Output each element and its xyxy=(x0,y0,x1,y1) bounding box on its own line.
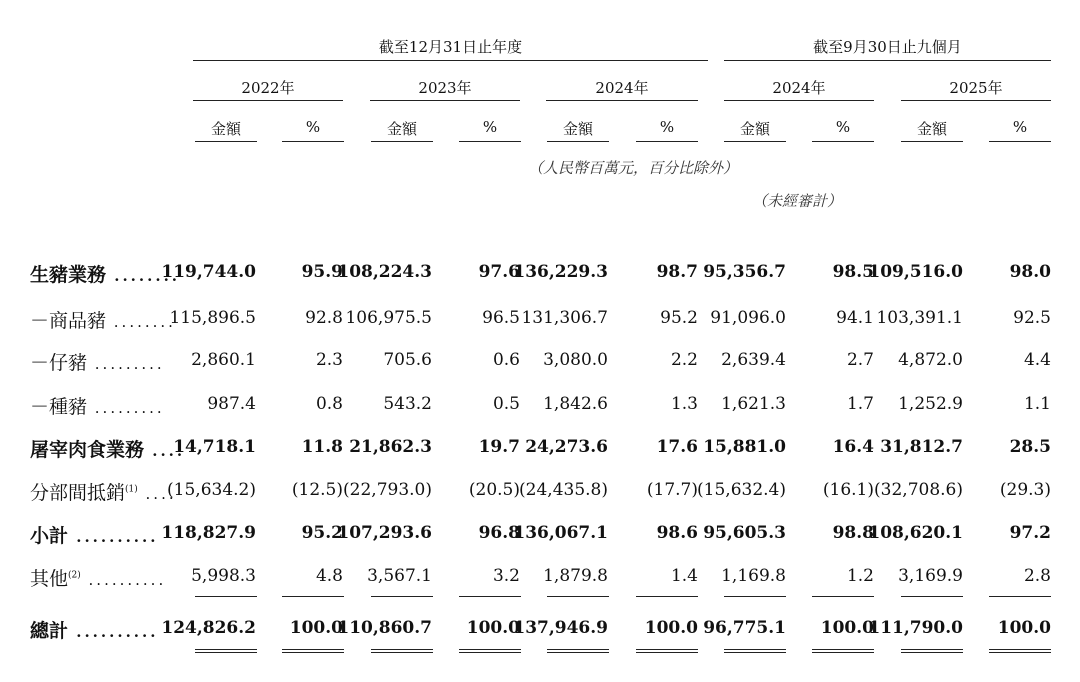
cell-percent: 92.5 xyxy=(1013,308,1051,328)
cell-amount: 5,998.3 xyxy=(191,566,256,586)
total-double-rule xyxy=(195,649,257,653)
cell-amount: (15,632.4) xyxy=(697,480,786,500)
cell-amount: 24,273.6 xyxy=(525,437,608,457)
subtotal-rule xyxy=(459,596,521,597)
cell-percent: (29.3) xyxy=(999,480,1051,500)
cell-amount: 107,293.6 xyxy=(337,523,432,543)
total-double-rule xyxy=(371,649,433,653)
leader-dots: ........ xyxy=(106,313,176,331)
cell-percent: 1.4 xyxy=(670,566,698,586)
cell-percent: 97.2 xyxy=(1009,523,1051,543)
row-label-text: 分部間抵銷 xyxy=(30,482,126,504)
cell-amount: 3,080.0 xyxy=(543,350,608,370)
col-amount: 金額 xyxy=(739,120,770,138)
cell-percent: 0.8 xyxy=(315,394,343,414)
year-rule xyxy=(546,100,698,101)
total-double-rule xyxy=(724,649,786,653)
row-label xyxy=(30,616,158,643)
cell-amount: 95,356.7 xyxy=(703,262,786,282)
cell-percent: 100.0 xyxy=(820,618,874,638)
col-amount: 金額 xyxy=(386,120,417,138)
total-double-rule xyxy=(636,649,698,653)
cell-percent: 1.2 xyxy=(846,566,874,586)
cell-percent: 95.2 xyxy=(660,308,698,328)
col-rule xyxy=(282,141,344,142)
cell-percent: 97.6 xyxy=(478,262,520,282)
leader-dots: ......... xyxy=(87,399,165,417)
col-percent: % xyxy=(1012,118,1028,136)
footnote-ref: (1) xyxy=(125,484,138,495)
cell-amount: 1,842.6 xyxy=(543,394,608,414)
row-label xyxy=(30,521,158,548)
cell-amount: 136,067.1 xyxy=(513,523,608,543)
year-rule xyxy=(370,100,520,101)
year-2022: 2022年 xyxy=(241,79,295,97)
col-rule xyxy=(195,141,257,142)
cell-percent: 98.0 xyxy=(1009,262,1051,282)
header-nine-months-rule xyxy=(724,60,1051,61)
cell-amount: 15,881.0 xyxy=(703,437,786,457)
total-double-rule xyxy=(989,649,1051,653)
cell-amount: 110,860.7 xyxy=(337,618,432,638)
cell-amount: 106,975.5 xyxy=(345,308,432,328)
cell-amount: 705.6 xyxy=(383,350,432,370)
cell-amount: 115,896.5 xyxy=(169,308,256,328)
cell-amount: 124,826.2 xyxy=(161,618,256,638)
cell-amount: 987.4 xyxy=(207,394,256,414)
cell-percent: 98.7 xyxy=(656,262,698,282)
cell-percent: 1.1 xyxy=(1023,394,1051,414)
cell-percent: 100.0 xyxy=(466,618,520,638)
cell-percent: 92.8 xyxy=(305,308,343,328)
subtotal-rule xyxy=(371,596,433,597)
cell-percent: 0.5 xyxy=(492,394,520,414)
cell-percent: 11.8 xyxy=(301,437,343,457)
cell-amount: 31,812.7 xyxy=(880,437,963,457)
leader-dots: ......... xyxy=(87,355,165,373)
cell-percent: 0.6 xyxy=(492,350,520,370)
cell-amount: 111,790.0 xyxy=(868,618,963,638)
subtotal-rule xyxy=(282,596,344,597)
row-label-text: 生豬業務 xyxy=(30,264,107,286)
cell-percent: 2.3 xyxy=(315,350,343,370)
cell-percent: 2.8 xyxy=(1023,566,1051,586)
cell-amount: 109,516.0 xyxy=(868,262,963,282)
col-percent: % xyxy=(305,118,321,136)
cell-amount: 1,252.9 xyxy=(898,394,963,414)
cell-amount: 108,224.3 xyxy=(337,262,432,282)
year-rule xyxy=(901,100,1051,101)
cell-amount: 21,862.3 xyxy=(349,437,432,457)
cell-amount: 108,620.1 xyxy=(868,523,963,543)
col-rule xyxy=(636,141,698,142)
cell-percent: 94.1 xyxy=(836,308,874,328)
subtotal-rule xyxy=(547,596,609,597)
cell-percent: 2.7 xyxy=(846,350,874,370)
row-label-text: －商品豬 xyxy=(30,310,107,332)
cell-percent: 4.4 xyxy=(1023,350,1051,370)
subtotal-rule xyxy=(195,596,257,597)
cell-amount: (24,435.8) xyxy=(519,480,608,500)
cell-amount: 95,605.3 xyxy=(703,523,786,543)
cell-amount: 96,775.1 xyxy=(703,618,786,638)
cell-percent: 1.3 xyxy=(670,394,698,414)
cell-percent: (20.5) xyxy=(468,480,520,500)
row-label xyxy=(30,392,165,419)
total-double-rule xyxy=(459,649,521,653)
leader-dots: .... xyxy=(137,485,177,503)
col-rule xyxy=(724,141,786,142)
cell-percent: 28.5 xyxy=(1009,437,1051,457)
cell-percent: (12.5) xyxy=(291,480,343,500)
year-rule xyxy=(724,100,874,101)
cell-percent: 98.5 xyxy=(832,262,874,282)
total-double-rule xyxy=(282,649,344,653)
row-label-text: 其他 xyxy=(30,568,69,590)
leader-dots: .......... xyxy=(68,528,159,546)
cell-amount: 137,946.9 xyxy=(513,618,608,638)
col-amount: 金額 xyxy=(210,120,241,138)
subtotal-rule xyxy=(989,596,1051,597)
cell-amount: 103,391.1 xyxy=(876,308,963,328)
cell-amount: 2,860.1 xyxy=(191,350,256,370)
cell-percent: 100.0 xyxy=(289,618,343,638)
col-rule xyxy=(989,141,1051,142)
cell-amount: 543.2 xyxy=(383,394,432,414)
leader-dots: ........ xyxy=(106,267,181,285)
header-annual: 截至12月31日止年度 xyxy=(378,38,523,56)
year-2023: 2023年 xyxy=(418,79,472,97)
year-2025-9m: 2025年 xyxy=(949,79,1003,97)
total-double-rule xyxy=(901,649,963,653)
row-label-text: 屠宰肉食業務 xyxy=(30,439,145,461)
cell-percent: 3.2 xyxy=(492,566,520,586)
cell-amount: 131,306.7 xyxy=(521,308,608,328)
cell-amount: 3,567.1 xyxy=(367,566,432,586)
subtotal-rule xyxy=(901,596,963,597)
cell-percent: 96.5 xyxy=(482,308,520,328)
subtotal-rule xyxy=(636,596,698,597)
cell-percent: 19.7 xyxy=(478,437,520,457)
row-label-text: －種豬 xyxy=(30,396,88,418)
cell-percent: 96.8 xyxy=(478,523,520,543)
col-rule xyxy=(371,141,433,142)
cell-amount: 1,621.3 xyxy=(721,394,786,414)
total-double-rule xyxy=(547,649,609,653)
cell-amount: 119,744.0 xyxy=(161,262,256,282)
cell-percent: 17.6 xyxy=(656,437,698,457)
cell-percent: 100.0 xyxy=(997,618,1051,638)
cell-percent: (17.7) xyxy=(646,480,698,500)
leader-dots: .... xyxy=(144,442,186,460)
currency-note: （人民幣百萬元，百分比除外） xyxy=(528,159,739,177)
cell-percent: 98.8 xyxy=(832,523,874,543)
cell-amount: 4,872.0 xyxy=(898,350,963,370)
footnote-ref: (2) xyxy=(68,570,81,581)
row-label-text: 總計 xyxy=(30,620,69,642)
cell-amount: 136,229.3 xyxy=(513,262,608,282)
row-label xyxy=(30,348,165,375)
cell-percent: 4.8 xyxy=(315,566,343,586)
row-label-text: －仔豬 xyxy=(30,352,88,374)
header-nine-months: 截至9月30日止九個月 xyxy=(813,38,962,56)
cell-amount: 91,096.0 xyxy=(710,308,786,328)
subtotal-rule xyxy=(812,596,874,597)
col-rule xyxy=(901,141,963,142)
cell-percent: 95.2 xyxy=(301,523,343,543)
col-percent: % xyxy=(659,118,675,136)
cell-amount: 118,827.9 xyxy=(161,523,256,543)
cell-amount: 14,718.1 xyxy=(173,437,256,457)
col-percent: % xyxy=(482,118,498,136)
cell-percent: 1.7 xyxy=(846,394,874,414)
col-rule xyxy=(547,141,609,142)
total-double-rule xyxy=(812,649,874,653)
year-2024: 2024年 xyxy=(595,79,649,97)
cell-percent: (16.1) xyxy=(822,480,874,500)
unaudited-note: （未經審計） xyxy=(752,192,843,210)
col-rule xyxy=(459,141,521,142)
col-amount: 金額 xyxy=(562,120,593,138)
cell-amount: 2,639.4 xyxy=(721,350,786,370)
cell-amount: (32,708.6) xyxy=(874,480,963,500)
cell-amount: 3,169.9 xyxy=(898,566,963,586)
cell-amount: (22,793.0) xyxy=(343,480,432,500)
cell-amount: 1,169.8 xyxy=(721,566,786,586)
col-rule xyxy=(812,141,874,142)
leader-dots: .......... xyxy=(80,571,167,589)
cell-percent: 100.0 xyxy=(644,618,698,638)
header-annual-rule xyxy=(193,60,708,61)
cell-amount: (15,634.2) xyxy=(167,480,256,500)
col-percent: % xyxy=(835,118,851,136)
cell-percent: 16.4 xyxy=(832,437,874,457)
year-rule xyxy=(193,100,343,101)
cell-percent: 2.2 xyxy=(670,350,698,370)
col-amount: 金額 xyxy=(916,120,947,138)
year-2024-9m: 2024年 xyxy=(772,79,826,97)
cell-percent: 95.9 xyxy=(301,262,343,282)
cell-percent: 98.6 xyxy=(656,523,698,543)
leader-dots: .......... xyxy=(68,623,159,641)
subtotal-rule xyxy=(724,596,786,597)
row-label-text: 小計 xyxy=(30,525,69,547)
cell-amount: 1,879.8 xyxy=(543,566,608,586)
